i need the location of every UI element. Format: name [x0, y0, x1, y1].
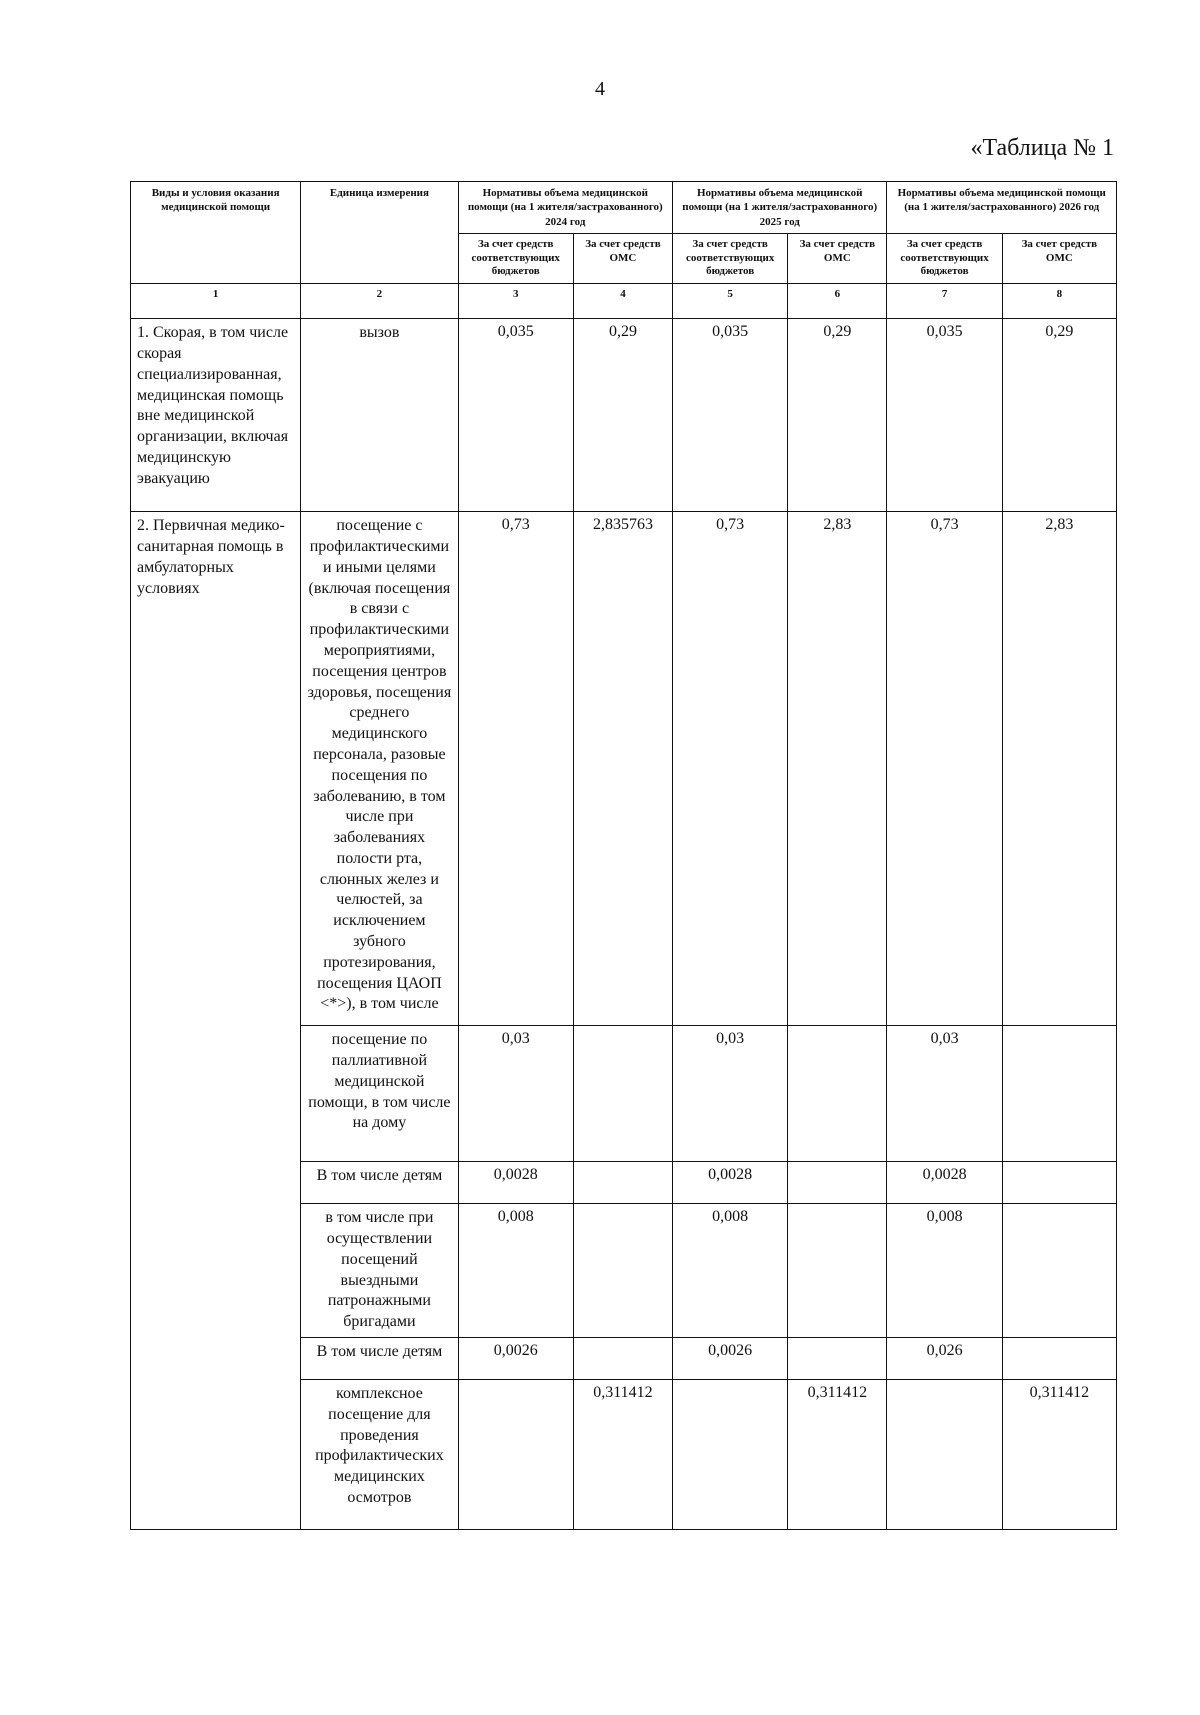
value-cell: 0,29: [1002, 319, 1116, 512]
value-cell: 2,835763: [573, 512, 672, 1026]
header-row-main: [131, 182, 1117, 234]
unit-cell: в том числе при осуществлении посещений выездными патронажными бригадами: [301, 1204, 458, 1338]
value-cell: [788, 1204, 887, 1338]
header-group-2024: Нормативы объема медицинской помощи (на 1 жителя/застрахованного) 2024 год: [458, 182, 672, 234]
value-cell: [673, 1379, 788, 1529]
column-number: 4: [573, 284, 672, 319]
table-row: [131, 512, 1117, 1026]
header-sub: За счет средств ОМС: [788, 233, 887, 283]
value-cell: [458, 1379, 573, 1529]
value-cell: 0,035: [673, 319, 788, 512]
header-sub: За счет средств соответствующих бюджетов: [673, 233, 788, 283]
norms-table: [130, 181, 1117, 1530]
unit-cell: посещение по паллиативной медицинской помощи, в том числе на дому: [301, 1026, 458, 1162]
header-unit: Единица измерения: [301, 182, 458, 284]
value-cell: [573, 1204, 672, 1338]
value-cell: 0,73: [673, 512, 788, 1026]
value-cell: 0,035: [887, 319, 1002, 512]
table-title: «Таблица № 1: [970, 135, 1114, 161]
header-row-numbers: [131, 284, 1117, 319]
kind-cell: 1. Скорая, в том числе скорая специализированная, медицинская помощь вне медицинской организации, включая медицинскую эвакуацию: [131, 319, 301, 512]
value-cell: [788, 1026, 887, 1162]
header-sub: За счет средств ОМС: [1002, 233, 1116, 283]
value-cell: 0,0026: [458, 1337, 573, 1379]
value-cell: [573, 1337, 672, 1379]
value-cell: 0,311412: [573, 1379, 672, 1529]
header-sub: За счет средств соответствующих бюджетов: [458, 233, 573, 283]
column-number: 7: [887, 284, 1002, 319]
column-number: 6: [788, 284, 887, 319]
kind-cell: 2. Первичная медико-санитарная помощь в амбулаторных условиях: [131, 512, 301, 1530]
unit-cell: В том числе детям: [301, 1337, 458, 1379]
value-cell: 0,008: [458, 1204, 573, 1338]
header-kind: Виды и условия оказания медицинской помощи: [131, 182, 301, 284]
value-cell: 0,73: [887, 512, 1002, 1026]
page-number: 4: [595, 78, 605, 100]
value-cell: [887, 1379, 1002, 1529]
value-cell: [1002, 1204, 1116, 1338]
value-cell: 0,311412: [788, 1379, 887, 1529]
value-cell: 0,03: [673, 1026, 788, 1162]
value-cell: 0,03: [887, 1026, 1002, 1162]
header-group-2025: Нормативы объема медицинской помощи (на 1 жителя/застрахованного) 2025 год: [673, 182, 887, 234]
value-cell: [1002, 1026, 1116, 1162]
value-cell: [1002, 1337, 1116, 1379]
value-cell: [1002, 1162, 1116, 1204]
unit-cell: посещение с профилактическими и иными целями (включая посещения в связи с профилактическими мероприятиями, посещения центров здоровья, посещения среднего медицинского персонала, разовые посещения по заболеванию, в том числе при заболеваниях полости рта, слюнных желез и челюстей, за исключением зубного протезирования, посещения ЦАОП <*>), в том числе: [301, 512, 458, 1026]
value-cell: 0,311412: [1002, 1379, 1116, 1529]
header-sub: За счет средств ОМС: [573, 233, 672, 283]
value-cell: 0,03: [458, 1026, 573, 1162]
value-cell: 2,83: [1002, 512, 1116, 1026]
value-cell: [573, 1026, 672, 1162]
value-cell: 2,83: [788, 512, 887, 1026]
table-body: [131, 319, 1117, 1530]
column-number: 1: [131, 284, 301, 319]
value-cell: 0,0028: [673, 1162, 788, 1204]
value-cell: 0,73: [458, 512, 573, 1026]
column-number: 8: [1002, 284, 1116, 319]
value-cell: 0,008: [673, 1204, 788, 1338]
value-cell: 0,008: [887, 1204, 1002, 1338]
value-cell: 0,0026: [673, 1337, 788, 1379]
header-sub: За счет средств соответствующих бюджетов: [887, 233, 1002, 283]
value-cell: 0,026: [887, 1337, 1002, 1379]
value-cell: 0,0028: [458, 1162, 573, 1204]
column-number: 2: [301, 284, 458, 319]
value-cell: [573, 1162, 672, 1204]
value-cell: [788, 1162, 887, 1204]
column-number: 5: [673, 284, 788, 319]
unit-cell: В том числе детям: [301, 1162, 458, 1204]
value-cell: 0,035: [458, 319, 573, 512]
header-group-2026: Нормативы объема медицинской помощи (на 1 жителя/застрахованного) 2026 год: [887, 182, 1117, 234]
value-cell: 0,29: [788, 319, 887, 512]
table-row: [131, 319, 1117, 512]
value-cell: 0,29: [573, 319, 672, 512]
unit-cell: комплексное посещение для проведения профилактических медицинских осмотров: [301, 1379, 458, 1529]
value-cell: [788, 1337, 887, 1379]
unit-cell: вызов: [301, 319, 458, 512]
value-cell: 0,0028: [887, 1162, 1002, 1204]
column-number: 3: [458, 284, 573, 319]
